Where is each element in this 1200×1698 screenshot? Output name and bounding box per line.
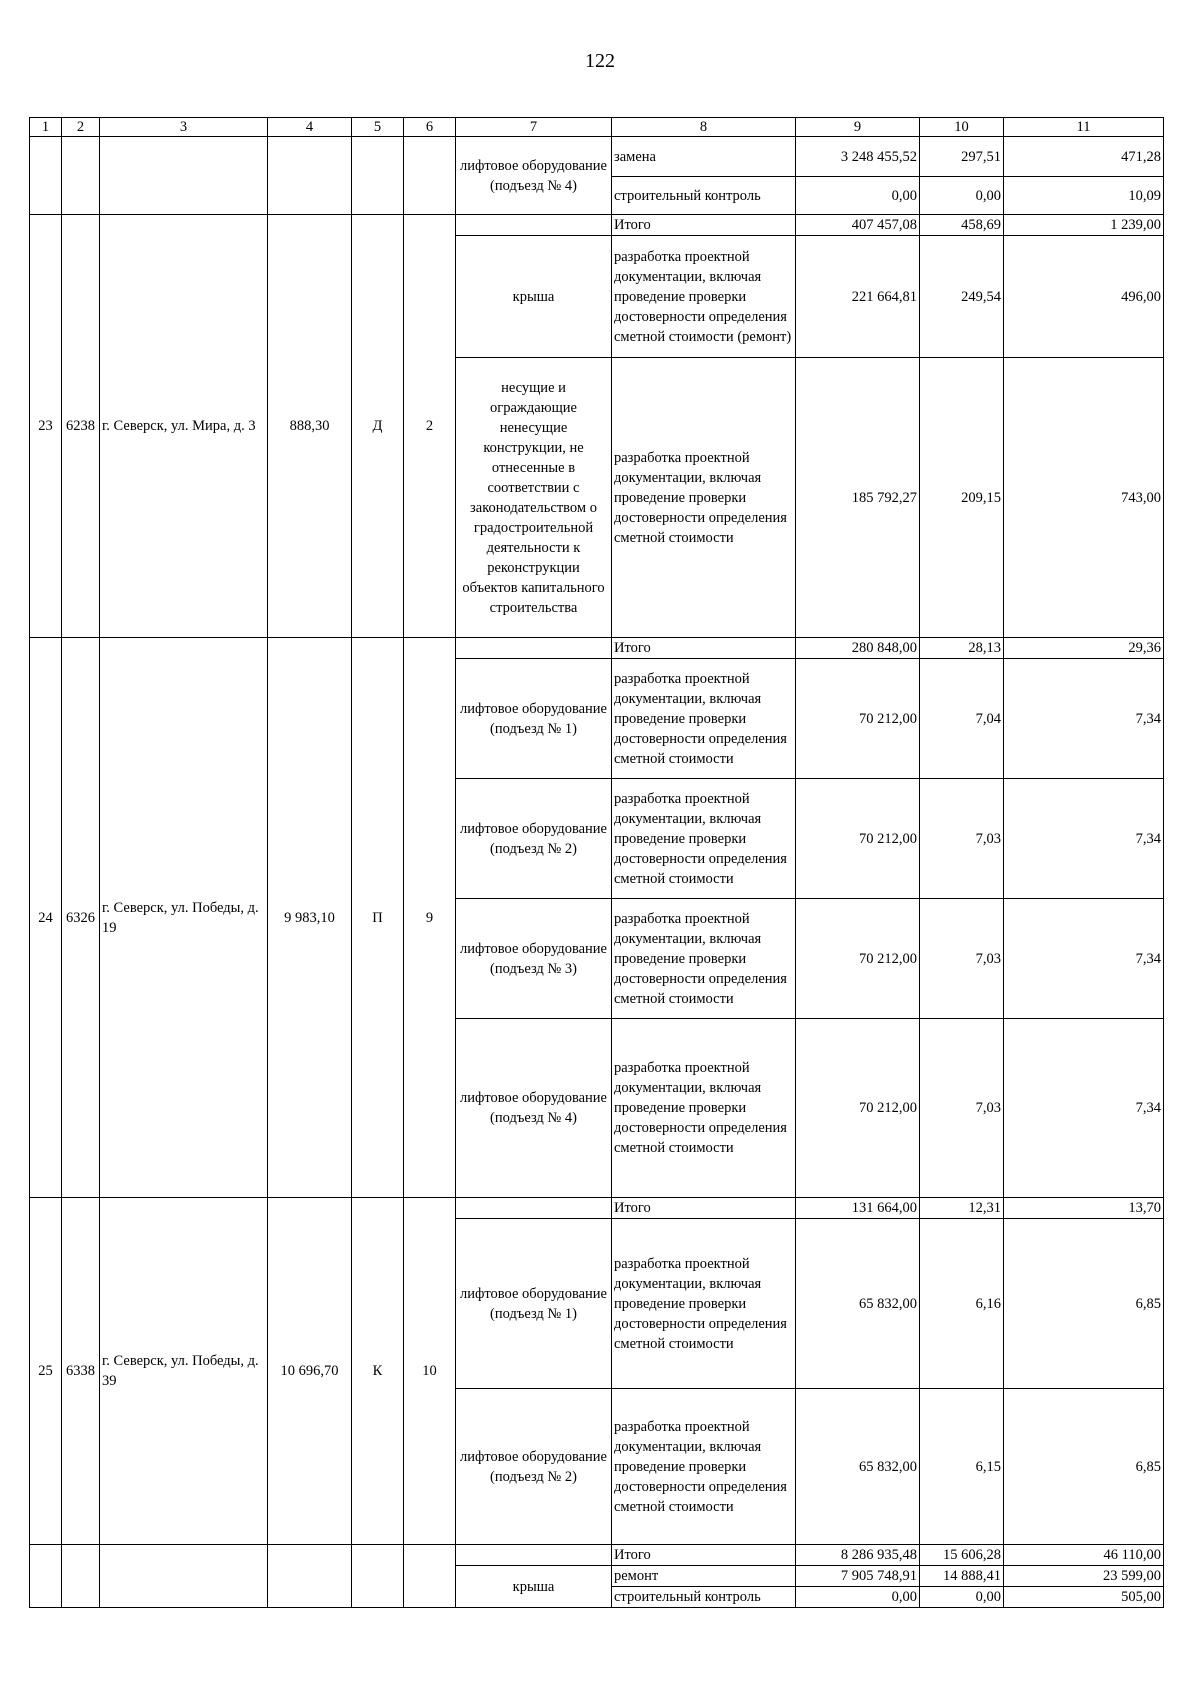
- total-unit-cost-value: 458,69: [920, 215, 1004, 236]
- unit-cost-value: 14 888,41: [920, 1566, 1004, 1587]
- limit-cost-value: 471,28: [1004, 137, 1164, 177]
- structural-element: лифтовое оборудование (подъезд № 1): [456, 659, 612, 779]
- unit-cost-value: 249,54: [920, 236, 1004, 358]
- house-area: 10 696,70: [268, 1198, 352, 1545]
- limit-cost-value: 505,00: [1004, 1587, 1164, 1608]
- house-area: 9 983,10: [268, 638, 352, 1198]
- structural-element: лифтовое оборудование (подъезд № 4): [456, 1019, 612, 1198]
- cost-value: 70 212,00: [796, 899, 920, 1019]
- blank-cell: [352, 1545, 404, 1608]
- work-type: разработка проектной документации, включая проведение проверки достоверности определения сметной стоимости: [612, 1219, 796, 1389]
- blank-cell: [268, 137, 352, 215]
- table-row: [30, 1198, 1164, 1219]
- blank-cell: [456, 215, 612, 236]
- total-unit-cost-value: 12,31: [920, 1198, 1004, 1219]
- table-row: [30, 1545, 1164, 1566]
- total-label: Итого: [612, 1545, 796, 1566]
- house-floors: 9: [404, 638, 456, 1198]
- column-number: 11: [1004, 118, 1164, 137]
- cost-value: 0,00: [796, 1587, 920, 1608]
- column-number: 7: [456, 118, 612, 137]
- blank-cell: [30, 137, 62, 215]
- unit-cost-value: 0,00: [920, 1587, 1004, 1608]
- house-code: 6238: [62, 215, 100, 638]
- table-row: [30, 638, 1164, 659]
- house-floors: 10: [404, 1198, 456, 1545]
- column-number: 2: [62, 118, 100, 137]
- house-class: К: [352, 1198, 404, 1545]
- total-label: Итого: [612, 215, 796, 236]
- structural-element: несущие и ограждающие ненесущие конструкции, не отнесенные в соответствии с законодательством о градостроительной деятельности к реконструкции объектов капитального строительства: [456, 358, 612, 638]
- unit-cost-value: 7,03: [920, 1019, 1004, 1198]
- blank-cell: [456, 638, 612, 659]
- capital-repair-table: [29, 117, 1164, 1608]
- total-unit-cost-value: 28,13: [920, 638, 1004, 659]
- cost-value: 65 832,00: [796, 1219, 920, 1389]
- page-number: 122: [585, 50, 615, 72]
- table-row: [30, 215, 1164, 236]
- limit-cost-value: 7,34: [1004, 1019, 1164, 1198]
- total-cost-value: 407 457,08: [796, 215, 920, 236]
- unit-cost-value: 7,03: [920, 779, 1004, 899]
- column-number: 3: [100, 118, 268, 137]
- house-class: Д: [352, 215, 404, 638]
- structural-element: лифтовое оборудование (подъезд № 2): [456, 1389, 612, 1545]
- work-type: разработка проектной документации, включая проведение проверки достоверности определения сметной стоимости: [612, 779, 796, 899]
- structural-element: крыша: [456, 1566, 612, 1608]
- column-number: 9: [796, 118, 920, 137]
- cost-value: 0,00: [796, 177, 920, 215]
- column-number: 6: [404, 118, 456, 137]
- blank-cell: [352, 137, 404, 215]
- work-type: замена: [612, 137, 796, 177]
- unit-cost-value: 209,15: [920, 358, 1004, 638]
- blank-cell: [268, 1545, 352, 1608]
- cost-value: 3 248 455,52: [796, 137, 920, 177]
- structural-element: лифтовое оборудование (подъезд № 1): [456, 1219, 612, 1389]
- structural-element: лифтовое оборудование (подъезд № 2): [456, 779, 612, 899]
- column-number-row: [30, 118, 1164, 137]
- work-type: разработка проектной документации, включая проведение проверки достоверности определения сметной стоимости: [612, 659, 796, 779]
- work-type: разработка проектной документации, включая проведение проверки достоверности определения сметной стоимости (ремонт): [612, 236, 796, 358]
- blank-cell: [100, 1545, 268, 1608]
- total-limit-cost-value: 29,36: [1004, 638, 1164, 659]
- house-code: 6338: [62, 1198, 100, 1545]
- work-type: разработка проектной документации, включая проведение проверки достоверности определения сметной стоимости: [612, 358, 796, 638]
- blank-cell: [100, 137, 268, 215]
- total-label: Итого: [612, 1198, 796, 1219]
- work-type: строительный контроль: [612, 177, 796, 215]
- total-cost-value: 131 664,00: [796, 1198, 920, 1219]
- cost-value: 65 832,00: [796, 1389, 920, 1545]
- row-number: 25: [30, 1198, 62, 1545]
- house-address: г. Северск, ул. Победы, д. 39: [100, 1198, 268, 1545]
- limit-cost-value: 23 599,00: [1004, 1566, 1164, 1587]
- total-label: Итого: [612, 638, 796, 659]
- total-limit-cost-value: 13,70: [1004, 1198, 1164, 1219]
- limit-cost-value: 10,09: [1004, 177, 1164, 215]
- unit-cost-value: 0,00: [920, 177, 1004, 215]
- limit-cost-value: 7,34: [1004, 779, 1164, 899]
- limit-cost-value: 6,85: [1004, 1219, 1164, 1389]
- blank-cell: [30, 1545, 62, 1608]
- blank-cell: [62, 1545, 100, 1608]
- total-limit-cost-value: 46 110,00: [1004, 1545, 1164, 1566]
- column-number: 5: [352, 118, 404, 137]
- column-number: 4: [268, 118, 352, 137]
- work-type: разработка проектной документации, включая проведение проверки достоверности определения сметной стоимости: [612, 899, 796, 1019]
- structural-element: лифтовое оборудование (подъезд № 3): [456, 899, 612, 1019]
- blank-cell: [62, 137, 100, 215]
- cost-value: 70 212,00: [796, 1019, 920, 1198]
- house-area: 888,30: [268, 215, 352, 638]
- blank-cell: [456, 1545, 612, 1566]
- blank-cell: [404, 1545, 456, 1608]
- unit-cost-value: 6,16: [920, 1219, 1004, 1389]
- total-limit-cost-value: 1 239,00: [1004, 215, 1164, 236]
- row-number: 24: [30, 638, 62, 1198]
- unit-cost-value: 297,51: [920, 137, 1004, 177]
- cost-value: 185 792,27: [796, 358, 920, 638]
- unit-cost-value: 7,04: [920, 659, 1004, 779]
- cost-value: 70 212,00: [796, 779, 920, 899]
- blank-cell: [456, 1198, 612, 1219]
- work-type: ремонт: [612, 1566, 796, 1587]
- house-floors: 2: [404, 215, 456, 638]
- limit-cost-value: 7,34: [1004, 659, 1164, 779]
- total-unit-cost-value: 15 606,28: [920, 1545, 1004, 1566]
- row-number: 23: [30, 215, 62, 638]
- limit-cost-value: 743,00: [1004, 358, 1164, 638]
- cost-value: 221 664,81: [796, 236, 920, 358]
- cost-value: 7 905 748,91: [796, 1566, 920, 1587]
- structural-element: лифтовое оборудование (подъезд № 4): [456, 137, 612, 215]
- limit-cost-value: 7,34: [1004, 899, 1164, 1019]
- blank-cell: [404, 137, 456, 215]
- house-class: П: [352, 638, 404, 1198]
- unit-cost-value: 7,03: [920, 899, 1004, 1019]
- work-type: строительный контроль: [612, 1587, 796, 1608]
- house-address: г. Северск, ул. Победы, д. 19: [100, 638, 268, 1198]
- work-type: разработка проектной документации, включая проведение проверки достоверности определения сметной стоимости: [612, 1019, 796, 1198]
- column-number: 1: [30, 118, 62, 137]
- column-number: 10: [920, 118, 1004, 137]
- total-cost-value: 280 848,00: [796, 638, 920, 659]
- column-number: 8: [612, 118, 796, 137]
- house-address: г. Северск, ул. Мира, д. 3: [100, 215, 268, 638]
- work-type: разработка проектной документации, включая проведение проверки достоверности определения сметной стоимости: [612, 1389, 796, 1545]
- total-cost-value: 8 286 935,48: [796, 1545, 920, 1566]
- unit-cost-value: 6,15: [920, 1389, 1004, 1545]
- limit-cost-value: 496,00: [1004, 236, 1164, 358]
- structural-element: крыша: [456, 236, 612, 358]
- table-row: [30, 137, 1164, 177]
- house-code: 6326: [62, 638, 100, 1198]
- limit-cost-value: 6,85: [1004, 1389, 1164, 1545]
- cost-value: 70 212,00: [796, 659, 920, 779]
